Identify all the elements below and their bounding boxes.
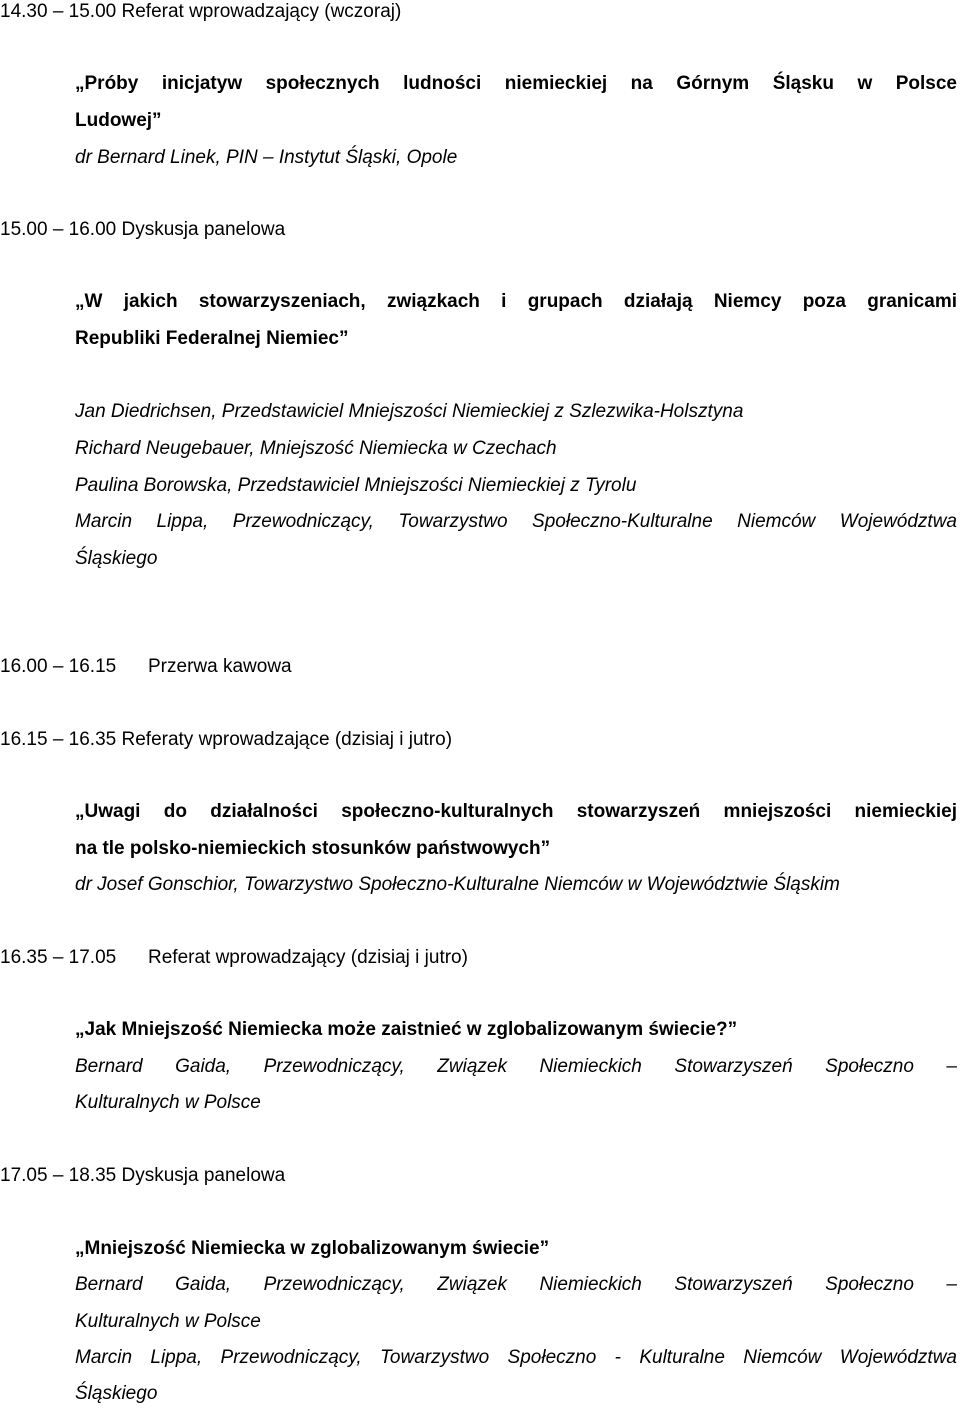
session-3-type: Przerwa kawowa — [148, 656, 292, 677]
session-6-speaker-2: Marcin Lippa, Przewodniczący, Towarzystwo Społeczno - Kulturalne Niemców Województwa — [75, 1347, 957, 1368]
session-4-header — [0, 728, 452, 752]
session-3-header — [0, 655, 292, 679]
session-5-speaker-1-cont: Kulturalnych w Polsce — [75, 1092, 261, 1113]
session-6-title-line-1: „Mniejszość Niemiecka w zglobalizowanym świecie” — [75, 1238, 550, 1259]
session-2-title-line-2: Republiki Federalnej Niemiec” — [75, 328, 349, 349]
session-6-speaker-1-cont: Kulturalnych w Polsce — [75, 1311, 261, 1332]
session-2-speaker-4-cont: Śląskiego — [75, 548, 158, 569]
session-5-title-line-1: „Jak Mniejszość Niemiecka może zaistnieć w zglobalizowanym świecie?” — [75, 1019, 738, 1040]
session-5-header — [0, 946, 468, 970]
session-1-header — [0, 0, 401, 24]
session-4-title-line-2: na tle polsko-niemieckich stosunków państwowych” — [75, 838, 551, 859]
session-6-type: Dyskusja panelowa — [121, 1165, 286, 1186]
session-4-type: Referaty wprowadzające (dzisiaj i jutro) — [121, 729, 453, 750]
session-5-type: Referat wprowadzający (dzisiaj i jutro) — [148, 947, 468, 968]
session-6-speaker-2-cont: Śląskiego — [75, 1383, 158, 1404]
session-1-title-line-1: „Próby inicjatyw społecznych ludności niemieckiej na Górnym Śląsku w Polsce — [75, 73, 957, 94]
session-1-time: 14.30 – 15.00 — [0, 1, 117, 22]
session-2-type: Dyskusja panelowa — [121, 219, 286, 240]
session-4-speaker-1: dr Josef Gonschior, Towarzystwo Społeczno-Kulturalne Niemców w Województwie Śląskim — [75, 874, 840, 895]
session-1-type: Referat wprowadzający (wczoraj) — [121, 1, 402, 22]
session-6-header — [0, 1164, 285, 1188]
session-1-title-line-2: Ludowej” — [75, 110, 162, 131]
session-5-time: 16.35 – 17.05 — [0, 947, 117, 968]
session-2-speaker-4: Marcin Lippa, Przewodniczący, Towarzystwo Społeczno-Kulturalne Niemców Województwa — [75, 511, 957, 532]
session-6-time: 17.05 – 18.35 — [0, 1165, 117, 1186]
session-6-speaker-1: Bernard Gaida, Przewodniczący, Związek Niemieckich Stowarzyszeń Społeczno – — [75, 1274, 957, 1295]
session-2-speaker-3: Paulina Borowska, Przedstawiciel Mniejszości Niemieckiej z Tyrolu — [75, 475, 637, 496]
session-1-speaker-1: dr Bernard Linek, PIN – Instytut Śląski, Opole — [75, 147, 458, 168]
session-4-time: 16.15 – 16.35 — [0, 729, 117, 750]
session-3-time: 16.00 – 16.15 — [0, 656, 117, 677]
session-4-title-line-1: „Uwagi do działalności społeczno-kulturalnych stowarzyszeń mniejszości niemieckiej — [75, 801, 957, 822]
session-5-speaker-1: Bernard Gaida, Przewodniczący, Związek Niemieckich Stowarzyszeń Społeczno – — [75, 1056, 957, 1077]
session-2-time: 15.00 – 16.00 — [0, 219, 117, 240]
session-2-speaker-2: Richard Neugebauer, Mniejszość Niemiecka w Czechach — [75, 438, 557, 459]
session-2-speaker-1: Jan Diedrichsen, Przedstawiciel Mniejszości Niemieckiej z Szlezwika-Holsztyna — [75, 401, 744, 422]
session-2-title-line-1: „W jakich stowarzyszeniach, związkach i grupach działają Niemcy poza granicami — [75, 291, 957, 312]
session-2-header — [0, 218, 285, 242]
